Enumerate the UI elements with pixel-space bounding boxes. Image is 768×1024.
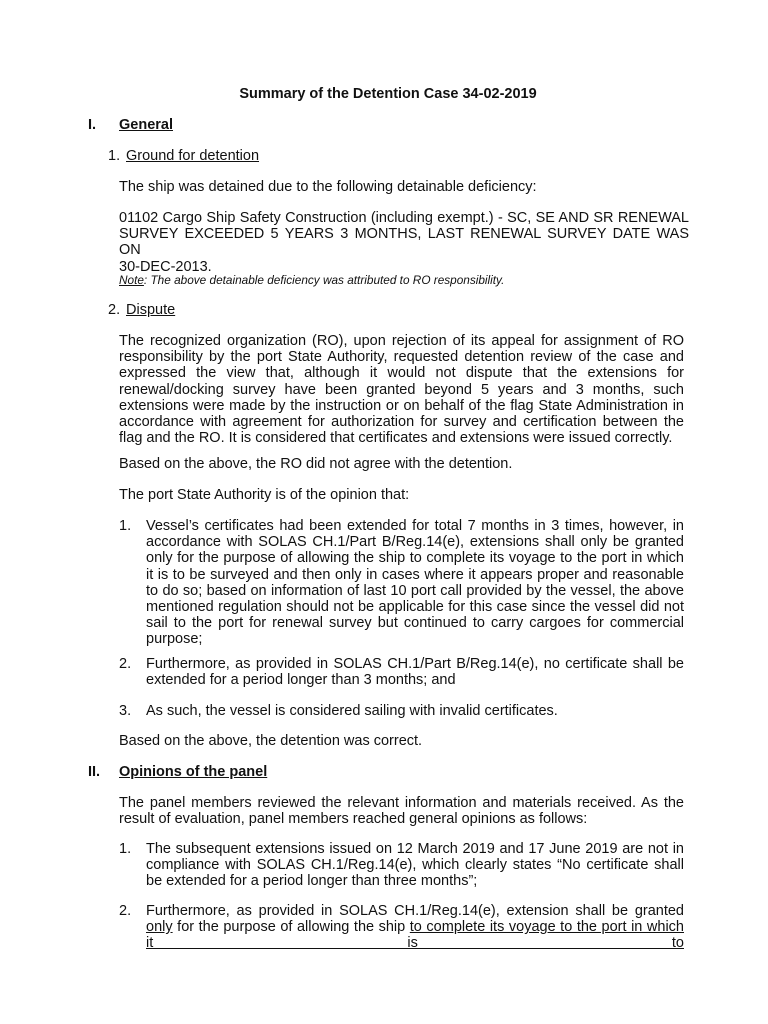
deficiency-line-2: SURVEY EXCEEDED 5 YEARS 3 MONTHS, LAST RENEWAL SURVEY DATE WAS ON: [119, 226, 689, 259]
section-2-heading: Opinions of the panel: [119, 764, 268, 780]
section-1-numeral: I.: [88, 117, 97, 133]
subsection-2-heading: Dispute: [126, 302, 176, 318]
deficiency-line-1: 01102 Cargo Ship Safety Construction (including exempt.) - SC, SE AND SR RENEWAL: [119, 210, 689, 226]
psa-item-2-text: Furthermore, as provided in SOLAS CH.1/Part B/Reg.14(e), no certificate shall be extended for a period longer than 3 months; and: [146, 656, 684, 689]
subsection-1-heading: Ground for detention: [126, 148, 260, 164]
document-title: Summary of the Detention Case 34-02-2019: [239, 86, 537, 102]
note: [119, 272, 504, 288]
panel-item-2-number: 2.: [119, 903, 132, 919]
detention-intro: The ship was detained due to the following detainable deficiency:: [119, 179, 537, 195]
psa-item-3-text: As such, the vessel is considered sailing with invalid certificates.: [146, 703, 558, 719]
panel-item-2-only: only: [146, 919, 173, 936]
dispute-paragraph-3: The port State Authority is of the opinion that:: [119, 487, 410, 503]
dispute-paragraph-2: Based on the above, the RO did not agree with the detention.: [119, 456, 513, 472]
note-text: : The above detainable deficiency was attributed to RO responsibility.: [143, 273, 505, 287]
section-2-numeral: II.: [88, 764, 101, 780]
psa-item-1-text: Vessel’s certificates had been extended for total 7 months in 3 times, however, in accordance with SOLAS CH.1/Part B/Reg.14(e), extensions shall only be granted only for the purpose of allowing the ship to complete its voyage to the port in which it is to be surveyed and then only in cases where it appears proper and reasonable to do so; based on information of last 10 port call provided by the vessel, the above mentioned regulation should not be applicable for this case since the vessel did not sail to the port for renewal survey but continued to carry cargoes for commercial purpose;: [146, 518, 684, 648]
section-1-heading: General: [119, 117, 173, 133]
dispute-conclusion: Based on the above, the detention was correct.: [119, 733, 423, 749]
panel-item-2-text: [146, 903, 684, 952]
psa-item-1-number: 1.: [119, 518, 132, 534]
psa-item-3-number: 3.: [119, 703, 132, 719]
deficiency-line-3: 30-DEC-2013.: [119, 258, 212, 275]
subsection-2-number: 2.: [108, 302, 121, 318]
panel-paragraph-1: The panel members reviewed the relevant information and materials received. As the result of evaluation, panel members reached general opinions as follows:: [119, 795, 684, 828]
panel-item-2-part-2: for the purpose of allowing the ship: [177, 919, 410, 936]
subsection-1-number: 1.: [108, 148, 121, 164]
psa-item-2-number: 2.: [119, 656, 132, 672]
panel-item-1-text: The subsequent extensions issued on 12 March 2019 and 17 June 2019 are not in compliance with SOLAS CH.1/Reg.14(e), which clearly states “No certificate shall be extended for a period longer than three months”;: [146, 841, 684, 890]
panel-item-2-part-1: Furthermore, as provided in SOLAS CH.1/Reg.14(e), extension shall be granted: [146, 903, 684, 919]
deficiency-text: [119, 210, 689, 275]
panel-item-1-number: 1.: [119, 841, 132, 857]
dispute-paragraph-1: The recognized organization (RO), upon rejection of its appeal for assignment of RO responsibility by the port State Authority, requested detention review of the case and expressed the view that, although it would not dispute that the extensions for renewal/docking survey have been granted beyond 5 years and 3 months, such extensions were made by the instruction or on behalf of the flag State Administration in accordance with agreement for authorization for survey and certification between the flag and the RO. It is considered that certificates and extensions were issued correctly.: [119, 333, 684, 447]
note-label: Note: [119, 273, 144, 287]
panel-item-2-underlined: to complete its voyage to the port in which it is to: [146, 919, 684, 952]
